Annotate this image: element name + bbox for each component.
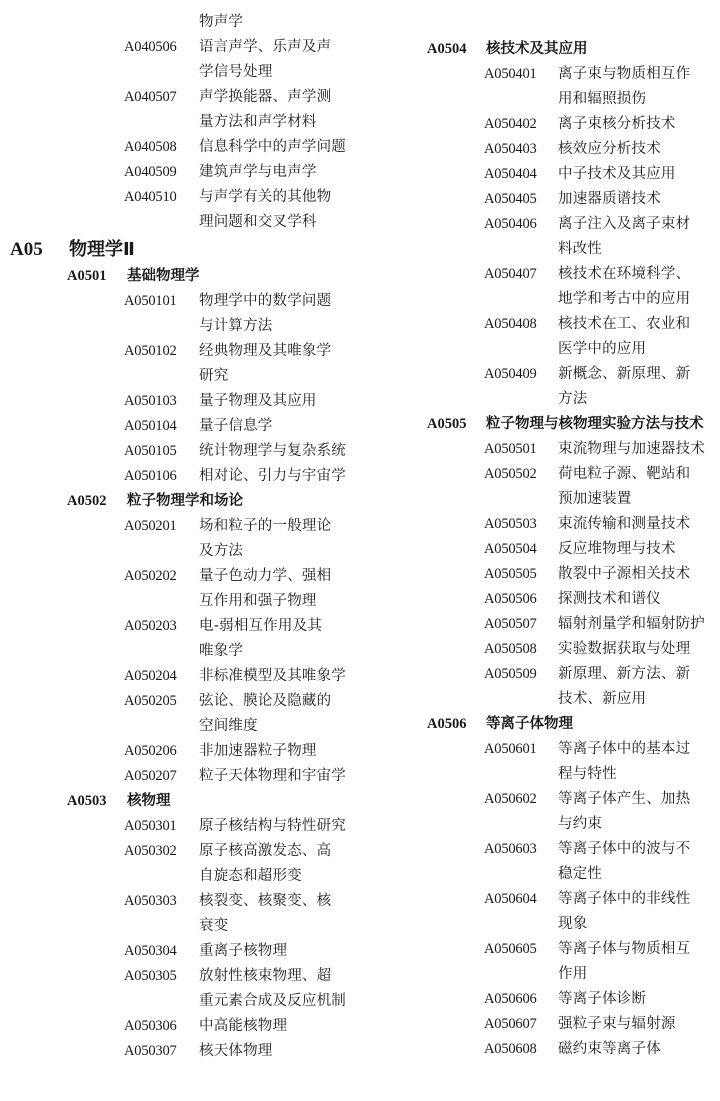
entry-text: 互作用和强子物理: [199, 593, 317, 609]
entry-text: 离子束核分析技术: [558, 116, 676, 132]
entry-text: 料改性: [558, 241, 603, 257]
entry-code: A050408: [484, 316, 537, 332]
entry-text: 经典物理及其唯象学: [199, 343, 332, 359]
entry-code: A050401: [484, 66, 537, 82]
section-code: A05: [10, 239, 43, 260]
entry-text: 非标准模型及其唯象学: [199, 668, 346, 684]
entry-text: 稳定性: [558, 866, 603, 882]
entry-text: 弦论、膜论及隐藏的: [199, 693, 332, 709]
entry-text: 唯象学: [199, 643, 244, 659]
entry-text: 离子注入及离子束材: [558, 216, 691, 232]
entry-text: 束流传输和测量技术: [558, 516, 691, 532]
entry-text: 用和辐照损伤: [558, 91, 647, 107]
entry-text: 技术、新应用: [558, 691, 647, 707]
entry-code: A050505: [484, 566, 537, 582]
entry-text: 与约束: [558, 816, 603, 832]
entry-text: 预加速装置: [558, 491, 632, 507]
entry-text: 研究: [199, 368, 229, 384]
entry-code: A050506: [484, 591, 537, 607]
entry-code: A050206: [124, 743, 177, 759]
entry-code: A050105: [124, 443, 177, 459]
entry-text: 等离子体中的基本过: [558, 741, 691, 757]
entry-text: 探测技术和谱仪: [558, 591, 661, 607]
entry-code: A050502: [484, 466, 537, 482]
entry-text: 量方法和声学材料: [199, 114, 317, 130]
entry-text: 中高能核物理: [199, 1018, 288, 1034]
entry-text: 散裂中子源相关技术: [558, 566, 691, 582]
entry-text: 声学换能器、声学测: [199, 89, 332, 105]
entry-text: 衰变: [199, 918, 229, 934]
entry-text: 重元素合成及反应机制: [199, 993, 346, 1009]
entry-code: A050203: [124, 618, 177, 634]
entry-code: A050204: [124, 668, 177, 684]
entry-code: A050407: [484, 266, 537, 282]
entry-text: 强粒子束与辐射源: [558, 1016, 676, 1032]
entry-text: 反应堆物理与技术: [558, 541, 676, 557]
entry-text: 作用: [558, 966, 588, 982]
entry-text: 辐射剂量学和辐射防护: [558, 616, 705, 632]
entry-code: A050603: [484, 841, 537, 857]
subsection-code: A0502: [67, 493, 107, 509]
entry-text: 等离子体诊断: [558, 991, 647, 1007]
subsection-code: A0504: [427, 41, 467, 57]
entry-text: 实验数据获取与处理: [558, 641, 691, 657]
entry-text: 语言声学、乐声及声: [199, 39, 332, 55]
entry-text: 电-弱相互作用及其: [199, 618, 323, 634]
entry-code: A050404: [484, 166, 537, 182]
subsection-title: 核物理: [127, 793, 171, 809]
entry-code: A050101: [124, 293, 177, 309]
subsection-code: A0503: [67, 793, 107, 809]
entry-text: 核效应分析技术: [558, 141, 661, 157]
entry-text: 信息科学中的声学问题: [199, 139, 346, 155]
subsection-title: 基础物理学: [127, 268, 200, 284]
entry-text: 空间维度: [199, 718, 258, 734]
entry-code: A050604: [484, 891, 537, 907]
entry-code: A050102: [124, 343, 177, 359]
entry-code: A050508: [484, 641, 537, 657]
entry-code: A050301: [124, 818, 177, 834]
entry-text: 统计物理学与复杂系统: [199, 443, 346, 459]
entry-text: 加速器质谱技术: [558, 191, 661, 207]
entry-text: 及方法: [199, 543, 244, 559]
entry-text: 量子色动力学、强相: [199, 568, 332, 584]
subsection-title: 核技术及其应用: [486, 41, 588, 57]
entry-text: 相对论、引力与宇宙学: [199, 468, 346, 484]
entry-text: 新原理、新方法、新: [558, 666, 691, 682]
entry-text: 自旋态和超形变: [199, 868, 302, 884]
entry-text: 放射性核束物理、超: [199, 968, 332, 984]
entry-text: 束流物理与加速器技术: [558, 441, 705, 457]
entry-code: A050104: [124, 418, 177, 434]
entry-code: A050409: [484, 366, 537, 382]
entry-text: 等离子体中的波与不: [558, 841, 691, 857]
entry-code: A050607: [484, 1016, 537, 1032]
entry-code: A050605: [484, 941, 537, 957]
entry-code: A050403: [484, 141, 537, 157]
entry-text: 等离子体中的非线性: [558, 891, 691, 907]
entry-text: 核裂变、核聚变、核: [199, 893, 332, 909]
entry-text: 与声学有关的其他物: [199, 189, 332, 205]
entry-text: 量子物理及其应用: [199, 393, 317, 409]
entry-code: A050509: [484, 666, 537, 682]
entry-code: A050507: [484, 616, 537, 632]
entry-text: 原子核高激发态、高: [199, 843, 332, 859]
entry-text: 核技术在工、农业和: [558, 316, 691, 332]
entry-code: A050207: [124, 768, 177, 784]
subsection-code: A0506: [427, 716, 467, 732]
entry-code: A050402: [484, 116, 537, 132]
entry-code: A050601: [484, 741, 537, 757]
entry-text: 原子核结构与特性研究: [199, 818, 346, 834]
entry-code: A050606: [484, 991, 537, 1007]
entry-code: A040510: [124, 189, 177, 205]
entry-code: A050106: [124, 468, 177, 484]
entry-code: A050504: [484, 541, 537, 557]
entry-code: A050302: [124, 843, 177, 859]
subsection-title: 粒子物理与核物理实验方法与技术: [486, 416, 704, 432]
section-title: 物理学Ⅱ: [69, 239, 135, 260]
entry-code: A050405: [484, 191, 537, 207]
entry-text: 场和粒子的一般理论: [199, 518, 332, 534]
entry-code: A050608: [484, 1041, 537, 1057]
entry-code: A050406: [484, 216, 537, 232]
entry-code: A050202: [124, 568, 177, 584]
entry-code: A050304: [124, 943, 177, 959]
entry-text: 理问题和交叉学科: [199, 214, 317, 230]
entry-text: 地学和考古中的应用: [558, 291, 691, 307]
subsection-title: 粒子物理学和场论: [127, 493, 243, 509]
entry-text: 核天体物理: [199, 1043, 273, 1059]
entry-code: A050501: [484, 441, 537, 457]
entry-text: 学信号处理: [199, 64, 273, 80]
entry-text: 离子束与物质相互作: [558, 66, 691, 82]
entry-code: A050503: [484, 516, 537, 532]
entry-code: A040507: [124, 89, 177, 105]
subsection-title: 等离子体物理: [486, 716, 573, 732]
subsection-code: A0501: [67, 268, 107, 284]
entry-text: 非加速器粒子物理: [199, 743, 317, 759]
entry-code: A050307: [124, 1043, 177, 1059]
entry-code: A050201: [124, 518, 177, 534]
entry-code: A050303: [124, 893, 177, 909]
entry-text: 磁约束等离子体: [558, 1041, 661, 1057]
entry-text: 重离子核物理: [199, 943, 288, 959]
entry-text: 建筑声学与电声学: [199, 164, 317, 180]
entry-code: A040508: [124, 139, 177, 155]
entry-text: 医学中的应用: [558, 341, 647, 357]
entry-code: A050306: [124, 1018, 177, 1034]
entry-text: 现象: [558, 916, 588, 932]
entry-text: 方法: [558, 391, 588, 407]
entry-code: A040509: [124, 164, 177, 180]
entry-text: 等离子体产生、加热: [558, 791, 691, 807]
entry-code: A050602: [484, 791, 537, 807]
entry-code: A040506: [124, 39, 177, 55]
entry-text: 新概念、新原理、新: [558, 366, 691, 382]
subsection-code: A0505: [427, 416, 467, 432]
entry-code: A050305: [124, 968, 177, 984]
entry-continuation: 物声学: [199, 14, 244, 30]
entry-text: 中子技术及其应用: [558, 166, 676, 182]
entry-text: 核技术在环境科学、: [558, 266, 691, 282]
entry-text: 与计算方法: [199, 318, 273, 334]
entry-text: 量子信息学: [199, 418, 273, 434]
entry-text: 程与特性: [558, 766, 617, 782]
entry-code: A050205: [124, 693, 177, 709]
entry-text: 荷电粒子源、靶站和: [558, 466, 691, 482]
entry-code: A050103: [124, 393, 177, 409]
entry-text: 等离子体与物质相互: [558, 941, 691, 957]
entry-text: 粒子天体物理和宇宙学: [199, 768, 346, 784]
entry-text: 物理学中的数学问题: [199, 293, 332, 309]
